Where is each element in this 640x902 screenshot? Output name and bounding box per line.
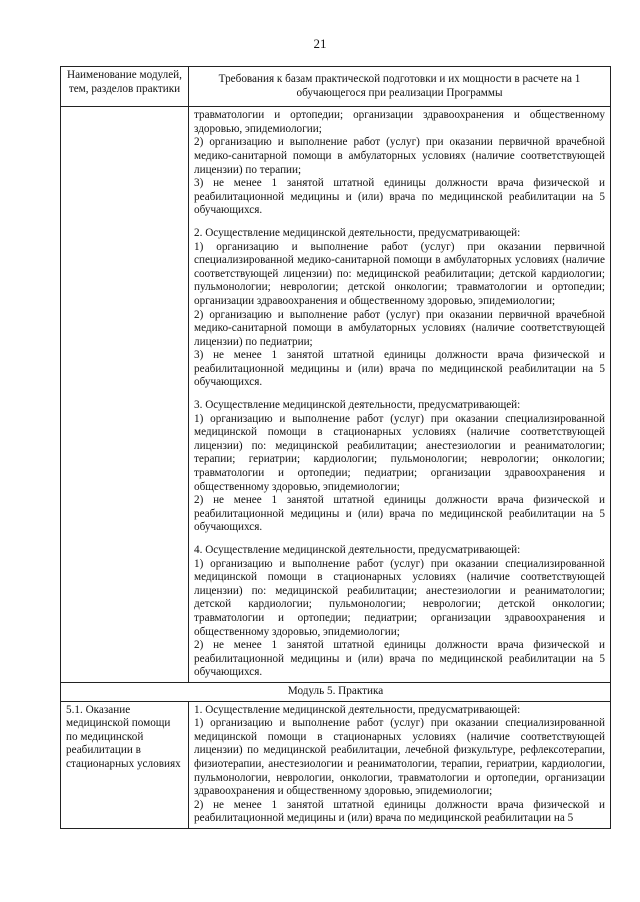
requirement-block-5-1: 1. Осуществление медицинской деятельности, предусматривающей: 1) организацию и выполнение работ (услуг) при оказании специализированной медицинской помощи в стационарных условиях (наличие соответствующей лицензии) по медицинской реабилитации, лечебной физкультуре, рефлексотерапии, физиотерапии, анестезиологии и реаниматологии, терапии, гериатрии, кардиологии, пульмонологии, неврологии, онкологии, травматологии и ортопедии, организации здравоохранения и общественному здоровью, эпидемиологии; 2) не менее 1 занятой штатной единицы должности врача физической и реабилитационной медицины и (или) врача по медицинской реабилитации на 5 xyxy=(194,703,605,825)
module-heading: Модуль 5. Практика xyxy=(61,682,611,701)
table-row xyxy=(61,107,611,683)
requirement-block-4: 4. Осуществление медицинской деятельности, предусматривающей: 1) организацию и выполнение работ (услуг) при оказании специализированной медицинской помощи в стационарных условиях (наличие соответствующей лицензии) по: медицинской реабилитации; анестезиологии и реаниматологии; детской кардиологии; пульмонологии; неврологии; детской онкологии; травматологии и ортопедии; педиатрии; организации здравоохранения и общественному здоровью, эпидемиологии; 2) не менее 1 занятой штатной единицы должности врача физической и реабилитационной медицины и (или) врача по медицинской реабилитации на 5 обучающихся. xyxy=(194,544,605,679)
module-heading-row xyxy=(61,682,611,701)
table-row xyxy=(61,701,611,828)
module-title-5-1: 5.1. Оказание медицинской помощи по медицинской реабилитации в стационарных условиях xyxy=(61,701,189,828)
requirement-block-1: травматологии и ортопедии; организации здравоохранения и общественному здоровью, эпидемиологии; 2) организацию и выполнение работ (услуг) при оказании первичной врачебной медико-санитарной помощи в амбулаторных условиях (наличие соответствующей лицензии) по терапии; 3) не менее 1 занятой штатной единицы должности врача физической и реабилитационной медицины и (или) врача по медицинской реабилитации на 5 обучающихся. xyxy=(194,109,605,217)
requirement-block-3: 3. Осуществление медицинской деятельности, предусматривающей: 1) организацию и выполнение работ (услуг) при оказании специализированной медицинской помощи в стационарных условиях (наличие соответствующей лицензии) по: медицинской реабилитации; анестезиологии и реаниматологии; терапии; гериатрии; кардиологии; пульмонологии; неврологии; онкологии; травматологии и ортопедии; педиатрии; организации здравоохранения и общественному здоровью, эпидемиологии; 2) не менее 1 занятой штатной единицы должности врача физической и реабилитационной медицины и (или) врача по медицинской реабилитации на 5 обучающихся. xyxy=(194,399,605,534)
requirement-block-2: 2. Осуществление медицинской деятельности, предусматривающей: 1) организацию и выполнение работ (услуг) при оказании первичной специализированной медико-санитарной помощи в амбулаторных условиях (наличие соответствующей лицензии) по: медицинской реабилитации; детской кардиологии; пульмонологии; неврологии; детской онкологии; травматологии и ортопедии; организации здравоохранения и общественному здоровью, эпидемиологии; 2) организацию и выполнение работ (услуг) при оказании первичной врачебной медико-санитарной помощи в амбулаторных условиях (наличие соответствующей лицензии) по педиатрии; 3) не менее 1 занятой штатной единицы должности врача физической и реабилитационной медицины и (или) врача по медицинской реабилитации на 5 обучающихся. xyxy=(194,226,605,389)
requirements-cell xyxy=(189,701,611,828)
requirements-cell xyxy=(189,107,611,683)
empty-cell xyxy=(61,107,189,683)
requirements-table xyxy=(60,66,611,829)
header-requirements: Требования к базам практической подготовки и их мощности в расчете на 1 обучающегося при реализации Программы xyxy=(189,67,611,107)
table-header-row xyxy=(61,67,611,107)
header-modules: Наименование модулей, тем, разделов практики xyxy=(61,67,189,107)
page-number: 21 xyxy=(313,36,327,51)
